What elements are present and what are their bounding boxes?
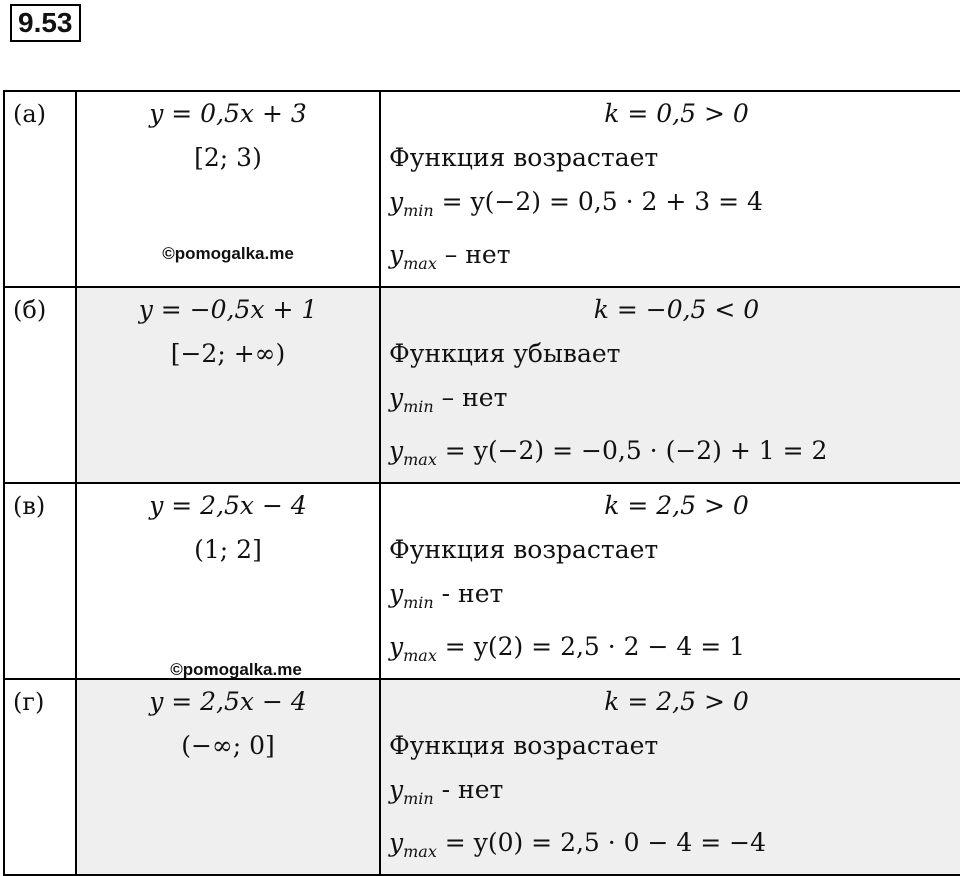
function-cell	[76, 679, 380, 875]
behavior-text: Функция возрастает	[389, 143, 659, 172]
function-formula: y = 0,5x + 3	[149, 99, 307, 128]
behavior-text: Функция возрастает	[389, 731, 659, 760]
watermark: ©pomogalka.me	[162, 244, 294, 263]
max-line: $y_{max} = y(2) = 2,5 \cdot 2 - 4 = 1$	[389, 632, 746, 665]
row-label: (а)	[13, 100, 47, 128]
row-label: (в)	[13, 492, 46, 520]
max-line: $y_{max} = y(-2) = -0,5 \cdot (-2) + 1 = 2$	[389, 436, 828, 469]
function-formula: y = −0,5x + 1	[138, 295, 318, 324]
min-line: $y_{min}$ – нет	[389, 383, 508, 416]
interval: [−2; +∞)	[170, 339, 286, 368]
solution-cell	[380, 91, 960, 287]
min-line: $y_{min} = y(-2) = 0,5 \cdot 2 + 3 = 4$	[389, 187, 763, 220]
function-formula: y = 2,5x − 4	[149, 687, 307, 716]
max-line: $y_{max}$ – нет	[389, 240, 511, 273]
solution-cell	[380, 679, 960, 875]
function-cell	[76, 91, 380, 287]
table-row	[4, 287, 960, 483]
solution-cell	[380, 483, 960, 679]
solution-cell	[380, 287, 960, 483]
behavior-text: Функция убывает	[389, 339, 621, 368]
row-label-cell	[4, 287, 76, 483]
min-line: $y_{min}$ - нет	[389, 579, 504, 612]
row-label: (г)	[13, 688, 45, 716]
table-row	[4, 679, 960, 875]
row-label-cell	[4, 679, 76, 875]
interval: [2; 3)	[194, 143, 262, 172]
k-line: k = 2,5 > 0	[604, 491, 749, 520]
interval: (1; 2]	[194, 535, 262, 564]
function-cell	[76, 483, 380, 679]
task-number: 9.53	[10, 4, 81, 42]
max-line: $y_{max} = y(0) = 2,5 \cdot 0 - 4 = -4$	[389, 828, 767, 861]
row-label-cell	[4, 483, 76, 679]
behavior-text: Функция возрастает	[389, 535, 659, 564]
interval: (−∞; 0]	[181, 731, 275, 760]
function-cell	[76, 287, 380, 483]
row-label: (б)	[13, 296, 47, 324]
k-line: k = −0,5 < 0	[593, 295, 760, 324]
row-label-cell	[4, 91, 76, 287]
table-row	[4, 483, 960, 679]
function-formula: y = 2,5x − 4	[149, 491, 307, 520]
table-row	[4, 91, 960, 287]
solutions-table	[3, 90, 960, 876]
watermark: ©pomogalka.me	[170, 660, 302, 679]
k-line: k = 0,5 > 0	[604, 99, 749, 128]
min-line: $y_{min}$ - нет	[389, 775, 504, 808]
k-line: k = 2,5 > 0	[604, 687, 749, 716]
